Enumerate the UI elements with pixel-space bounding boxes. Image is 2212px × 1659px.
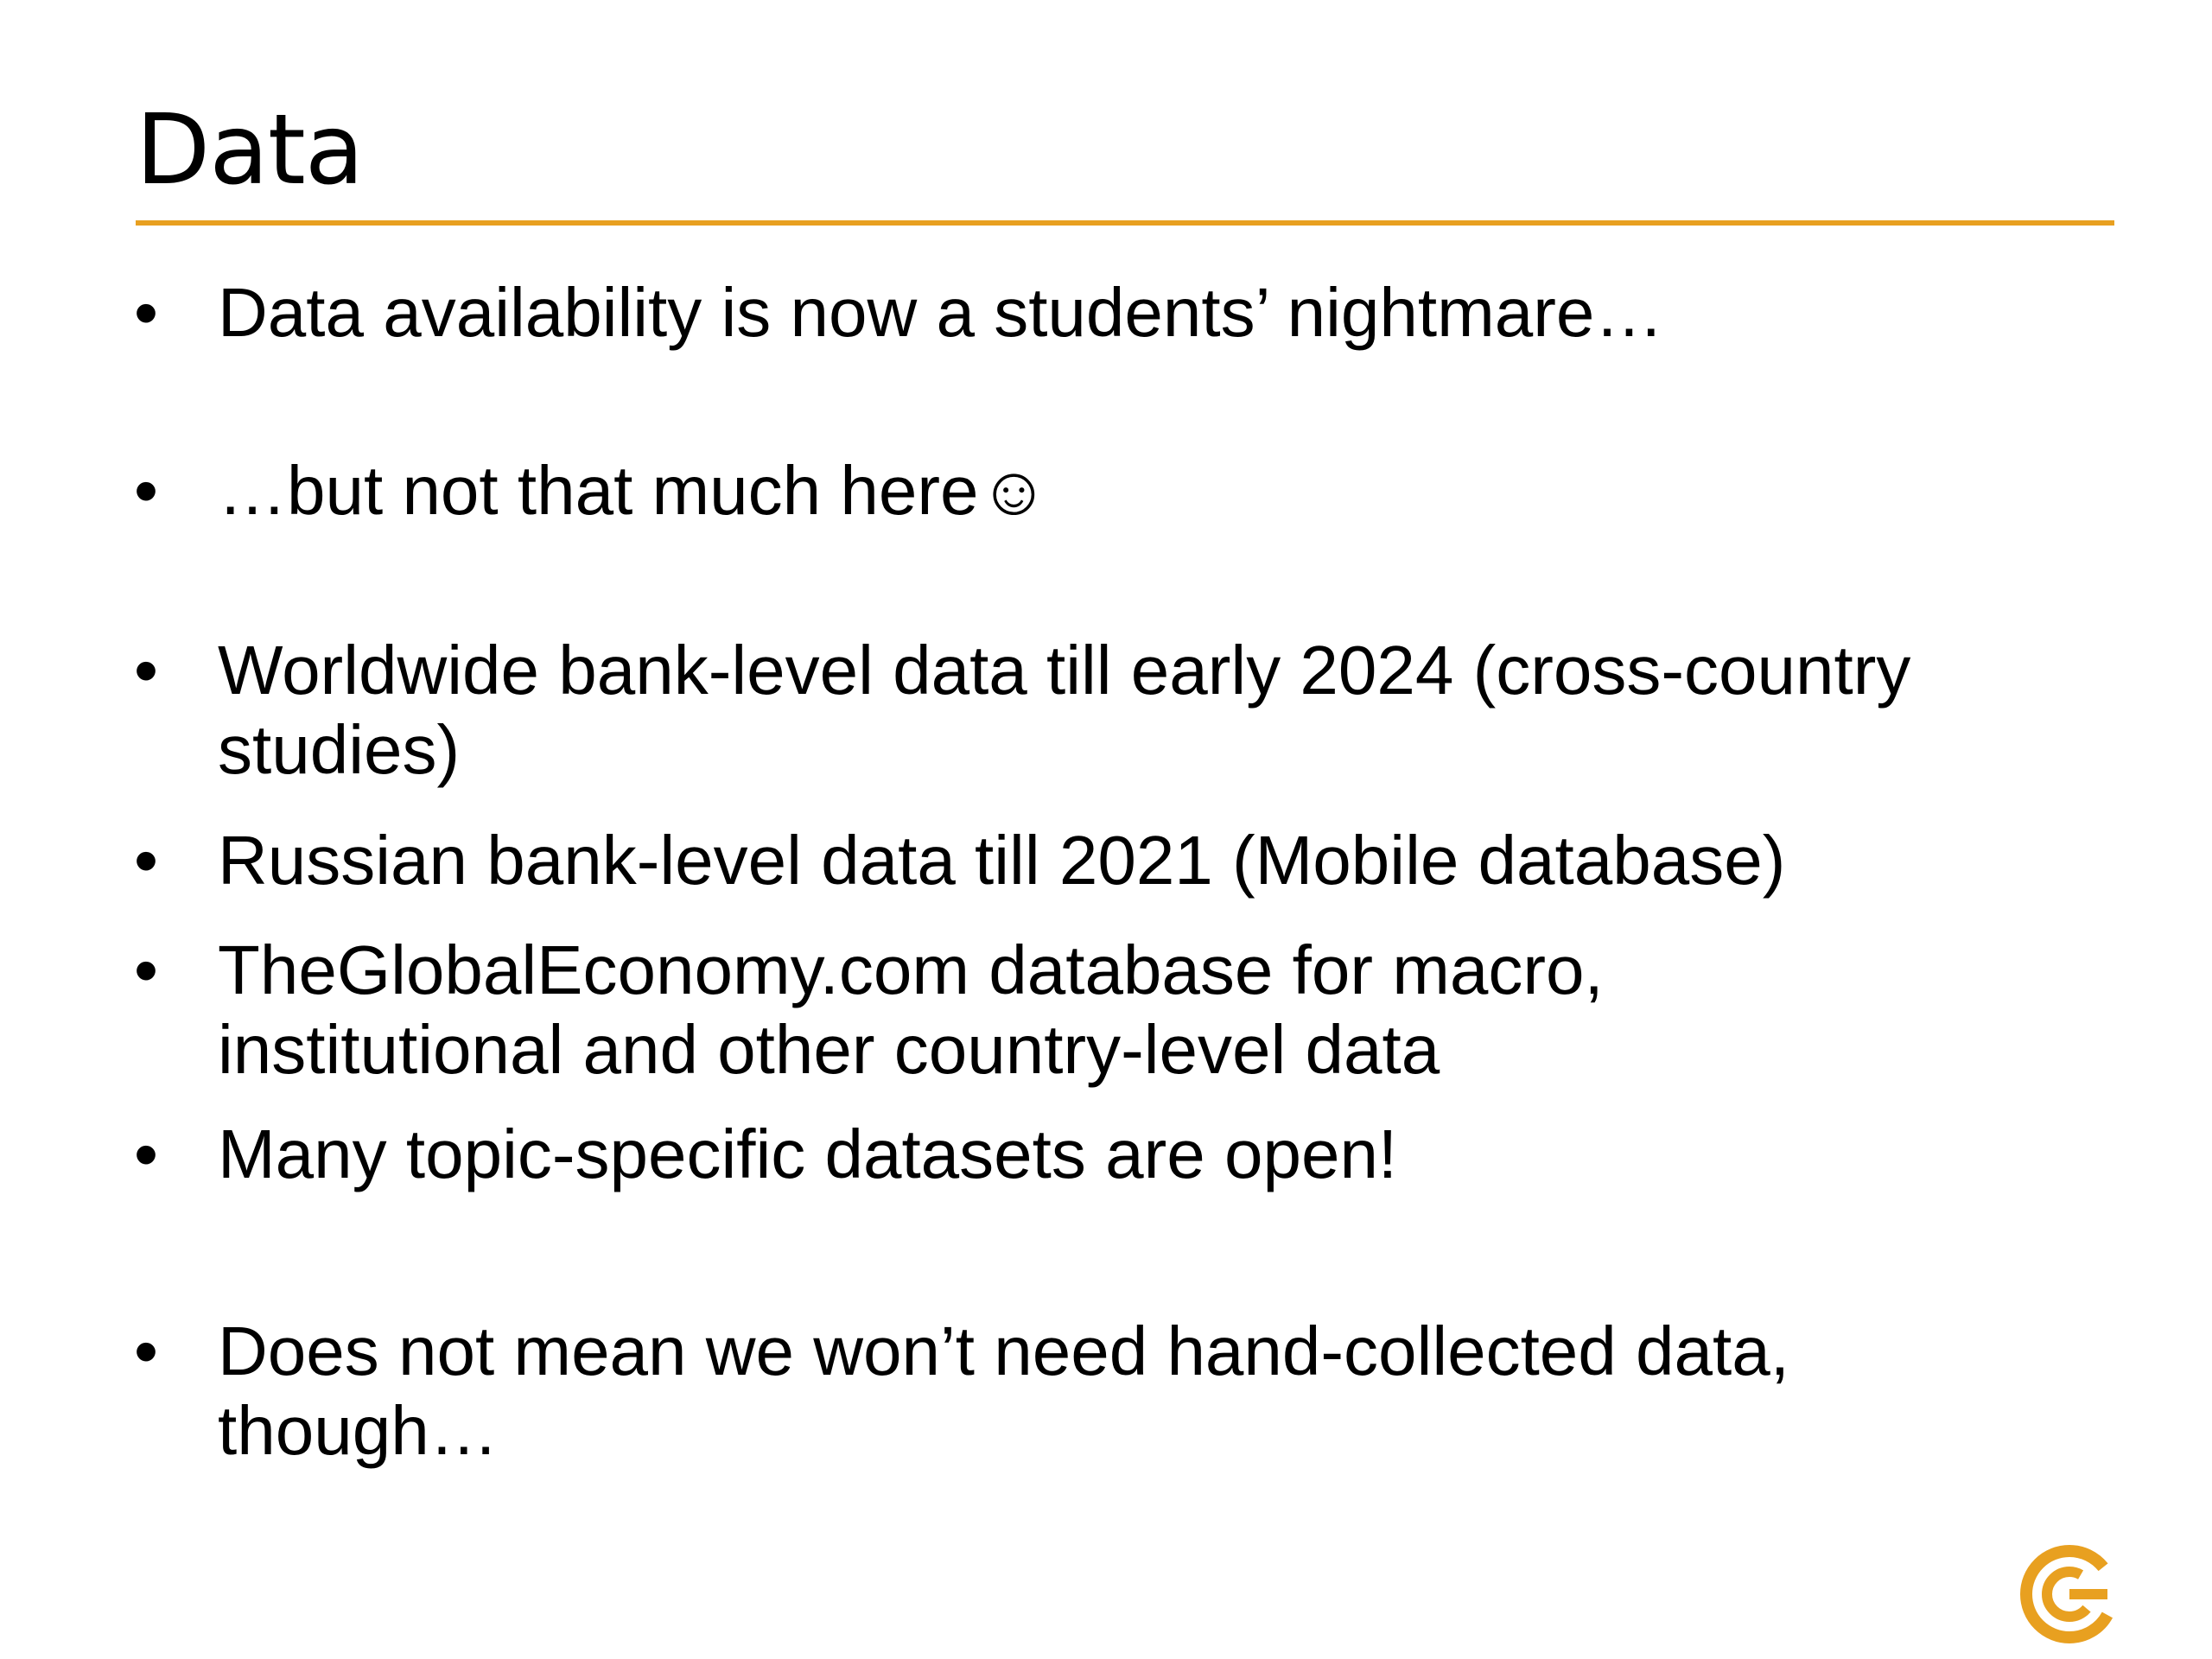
- bullet-dot-icon: •: [134, 822, 159, 899]
- bullet-text: Russian bank-level data till 2021 (Mobile database): [218, 822, 1786, 899]
- slide-title: Data: [136, 94, 364, 207]
- bullet-text: Data availability is now a students’ nightmare…: [218, 274, 1664, 351]
- bullet-text: Worldwide bank-level data till early 2024 (cross-country studies): [218, 632, 1911, 788]
- bullet-dot-icon: •: [134, 931, 159, 1008]
- bullet-dot-icon: •: [134, 1116, 159, 1192]
- bullet-text: Many topic-specific datasets are open!: [218, 1116, 1398, 1192]
- bullet-text: Does not mean we won’t need hand-collected data, though…: [218, 1313, 1789, 1469]
- bullet-dot-icon: •: [134, 274, 159, 351]
- bullet-text: TheGlobalEconomy.com database for macro, institutional and other country-level data: [218, 931, 1604, 1088]
- bullet-dot-icon: •: [134, 1313, 159, 1389]
- circular-e-logo-icon: [2018, 1542, 2121, 1646]
- bullet-dot-icon: •: [134, 632, 159, 709]
- bullet-dot-icon: •: [134, 452, 159, 529]
- bullet-text: …but not that much here☺: [218, 452, 1050, 529]
